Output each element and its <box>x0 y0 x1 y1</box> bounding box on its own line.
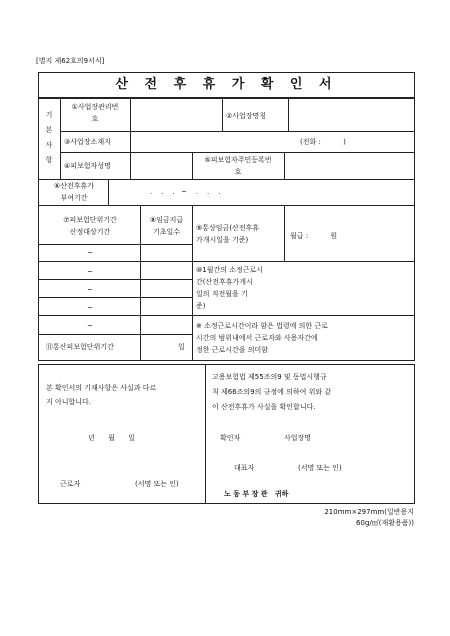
statement-date: 년 월 일 <box>88 434 135 442</box>
form-number: [별지 제62호의9서식] <box>36 57 105 65</box>
field-leave-period: ⑥산전후휴가 부여기간 <box>53 182 95 202</box>
field-phone: (전화 : ) <box>300 138 346 146</box>
field-total-unit-period: ⑪통산피보험단위기간 <box>46 343 114 351</box>
paper-spec-line2: 60g/㎡(재활용품)) <box>356 519 414 527</box>
paper-spec-line1: 210mm×297mm(일반용지 <box>324 508 414 516</box>
worker-label: 근로자 <box>60 480 81 488</box>
monthly-wage: 월급 : 원 <box>290 232 338 240</box>
period-row-1: ~ <box>87 249 93 257</box>
confirmer-label: 확인자 <box>220 434 241 442</box>
field-workplace-name: ②사업장명칭 <box>226 112 267 120</box>
field-insured-name: ④피보험자성명 <box>64 162 111 170</box>
period-row-5: ~ <box>87 322 93 330</box>
representative-signature: (서명 또는 인) <box>298 464 342 472</box>
form-title: 산 전 후 휴 가 확 인 서 <box>38 72 415 98</box>
field-insured-rrn: ⑤피보험자주민등록번 호 <box>204 156 272 176</box>
minister-addressee: 노 동 부 장 관 귀하 <box>224 490 289 498</box>
total-days-unit: 일 <box>178 343 185 351</box>
ministry-statement: 고용보험법 제55조의9 및 동법시행규 칙 제66조의9의 규정에 의하여 위와 같 이 산전후휴가 사실을 확인합니다. <box>212 373 332 411</box>
field-workplace-address: ③사업장소재지 <box>64 138 111 146</box>
representative-label: 대표자 <box>234 464 255 472</box>
field-monthly-hours: ⑩1월간의 소정근로시 간(산전후휴가개시 일의 직전월을 기 준) <box>196 266 264 310</box>
field-workplace-id: ①사업장관리번 호 <box>71 103 119 123</box>
working-hours-note: ※ 소정근로시간이라 함은 법령에 의한 근로 시간의 범위내에서 근로자와 사용자간에 정한 근로시간을 의미함 <box>196 322 328 354</box>
period-row-3: ~ <box>87 286 93 294</box>
field-insured-unit-period: ⑦피보험단위기간 산정대상기간 <box>63 216 117 236</box>
worker-statement: 본 확인서의 기재사항은 사실과 다르 지 아니합니다. <box>46 384 157 406</box>
basic-info-side-label: 기 본 사 항 <box>45 111 53 164</box>
period-row-4: ~ <box>87 304 93 312</box>
workplace-name-label: 사업장명 <box>284 434 312 442</box>
field-wage-days: ⑧임금지급 기초일수 <box>149 216 184 236</box>
leave-period-value: . . . ~ . . . <box>150 188 221 196</box>
field-ordinary-wage: ⑨통상임금(산전후휴 가개시일을 기준) <box>196 224 260 244</box>
worker-signature: (서명 또는 인) <box>135 480 179 488</box>
period-row-2: ~ <box>87 268 93 276</box>
